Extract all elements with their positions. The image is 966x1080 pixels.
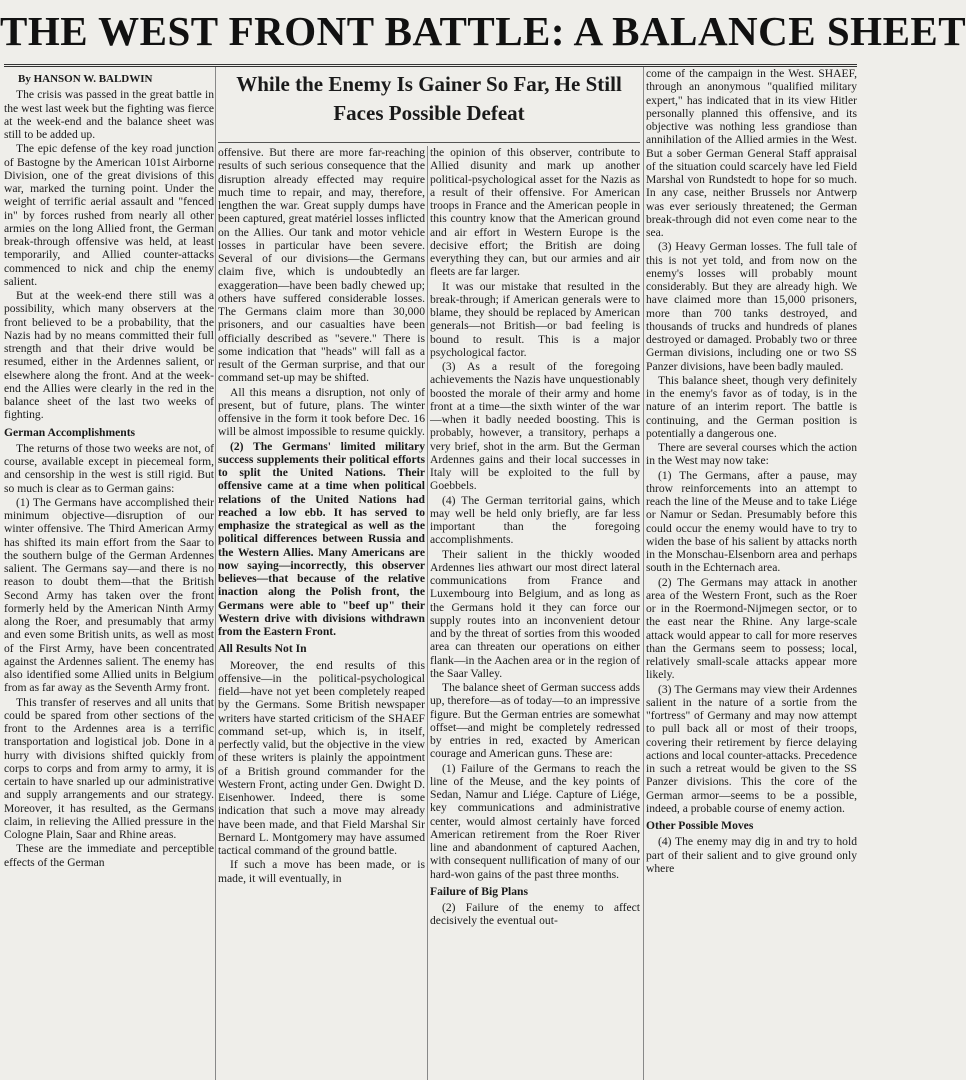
section-heading: Other Possible Moves xyxy=(646,819,754,832)
column-divider xyxy=(643,67,644,1080)
section-heading: German Accomplishments xyxy=(4,425,136,439)
article-column-4 xyxy=(646,67,857,1080)
paragraph: (2) The Germans' limited military success supplements their political efforts to split the United Nations. Their offensive came at a time when political relations of the United Nations had reached a low ebb. It has served to emphasize the strategical as well as the political differences between Russia and the Western Allies. Many Americans are now saying—incorrectly, this observer believes—that because of the relative inaction along the Polish front, the Germans were able to "beef up" their Western drive with divisions withdrawn from the Eastern Front. xyxy=(218,439,425,638)
paragraph: Their salient in the thickly wooded Ardennes lies athwart our most direct lateral communications from France and Luxembourg into Belgium, and as long as the Germans hold it they can force our supply routes into an inconvenient detour and by the threat of sorties from this wooded area can threaten our operations on either flank—in the Aachen area or in the region of the Saar Valley. xyxy=(430,547,640,680)
paragraph: offensive. But there are more far-reaching results of such serious consequence that the disruption already effected may require much time to repair, and may, therefore, lengthen the war. Great supply dumps have been captured, great matériel losses inflicted on the Allies. Our tank and motor vehicle losses in particular have been severe. Several of our divisions—the Germans claim five, which is undoubtedly an exaggeration—have been badly chewed up; others have suffered considerable losses. The Germans claim more than 30,000 prisoners, and our casualties have been officially described as "severe." There is some indication that "heads" will fall as a result of the German surprise, and that our command set-up may be shifted. xyxy=(218,146,425,385)
paragraph: (2) Failure of the enemy to affect decisively the eventual out- xyxy=(430,901,640,928)
headline-rule xyxy=(4,64,857,65)
byline: By HANSON W. BALDWIN xyxy=(18,73,153,85)
paragraph: (3) As a result of the foregoing achievements the Nazis have unquestionably boosted the morale of their army and home front at a time—the sixth winter of the war—when it badly needed boosting. This is probably, however, a transitory, perhaps a very brief, shot in the arm. But the German Ardennes gains and their local successes in Italy will be exploited to the full by Goebbels. xyxy=(430,360,640,493)
paragraph: (1) The Germans, after a pause, may throw reinforcements into an attempt to reach the line of the Meuse and to take Liége or Namur or Sedan. Presumably before this could occur the enemy would have to try to widen the base of his salient by attacks north in the Monschau-Elsenborn area and perhaps south in the Echternach area. xyxy=(646,468,857,575)
paragraph: This transfer of reserves and all units that could be spared from other sections of the front to the Ardennes area is a terrific transportation and logistical job. Done in a hurry with divisions shifted quickly from corps to corps and from army to army, it is certain to have snarled up our administrative and supply arrangements and our strategy. Moreover, it has resulted, as the Germans claim, in relieving the Allied pressure in the Cologne Plain, Saar and Rhine areas. xyxy=(4,695,214,841)
headline: THE WEST FRONT BATTLE: A BALANCE SHEET xyxy=(0,8,966,54)
paragraph: (2) The Germans may attack in another area of the Western Front, such as the Roer or in the Roermond-Nijmegen sector, or to the east near the Rhine. Any large-scale attack would appear to call for more reserves than the Germans seem to possess; local, relatively small-scale attacks appear more likely. xyxy=(646,575,857,682)
paragraph: These are the immediate and perceptible effects of the German xyxy=(4,842,214,869)
paragraph: There are several courses which the action in the West may now take: xyxy=(646,441,857,468)
paragraph: All this means a disruption, not only of present, but of future, plans. The winter offensive in the form it took before Dec. 16 will be almost impossible to resume quickly. xyxy=(218,385,425,439)
paragraph: The returns of those two weeks are not, of course, available except in piecemeal form, and censorship in the west is still rigid. But so much is clear as to German gains: xyxy=(4,441,214,495)
paragraph: If such a move has been made, or is made, it will eventually, in xyxy=(218,858,425,885)
article-column-1 xyxy=(4,67,214,1080)
paragraph: It was our mistake that resulted in the break-through; if American generals were to blame, they should be replaced by American generals—not British—or bad feeling is bound to result. This is a major psychological factor. xyxy=(430,279,640,359)
subheadline: While the Enemy Is Gainer So Far, He Still Faces Possible Defeat xyxy=(218,70,640,143)
column-divider xyxy=(215,67,216,1080)
paragraph: The epic defense of the key road junction of Bastogne by the American 101st Airborne Division, one of the great divisions of this war, marked the turning point. Under the weight of terrific aerial assault and "fenced in" by forces rushed from nearly all other armies on the long Allied front, the German break-through offensive was held, at least temporarily, and Allied counter-attacks commenced to nick and chip the enemy salient. xyxy=(4,142,214,288)
paragraph: (1) Failure of the Germans to reach the line of the Meuse, and the key points of Sedan, Namur and Liége. Capture of Liége, key communications and administrative center, would almost certainly have forced American retirement from the Roer River line and abandonment of captured Aachen, with consequent nullification of many of our hard-won gains of the past three months. xyxy=(430,761,640,881)
paragraph: (1) The Germans have accomplished their minimum objective—disruption of our winter offensive. The Third American Army has shifted its main effort from the Saar to the southern bulge of the German Ardennes salient. The Germans say—and there is no reason to doubt them—that the British Second Army has taken over the front formerly held by the American Ninth Army along the Roer, and presumably that army and even some British units, as well as most of the First Army, have been concentrated against the Ardennes salient. The enemy has also identified some Allied units in Belgium from as far away as the Seventh Army front. xyxy=(4,495,214,695)
section-heading: All Results Not In xyxy=(218,642,307,656)
paragraph: come of the campaign in the West. SHAEF, through an anonymous "qualified military expert," has indicated that in its view Hitler personally planned this offensive, and its objective was nothing less grandiose than annihilation of the Allied armies in the West. But a sober German General Staff appraisal of the situation could scarcely have led Field Marshal von Rundstedt to hope for so much. In any case, neither Brussels nor Antwerp was ever seriously threatened; the German break-through did not even come near to the sea. xyxy=(646,67,857,239)
paragraph: Moreover, the end results of this offensive—in the political-psychological field—have not yet been completely reaped by the Germans. Some British newspaper writers have started criticism of the SHAEF command set-up, which is, in itself, perfectly valid, but the objective in the view of these writers is plainly the appointment of a British ground commander for the Western Front, acting under Gen. Dwight D. Eisenhower. Indeed, there is some indication that such a move may already have been made, and that Field Marshal Sir Bernard L. Montgomery may have assumed tactical command of the ground battle. xyxy=(218,658,425,857)
paragraph: The crisis was passed in the great battle in the west last week but the fighting was fierce at the week-end and the balance sheet was still to be added up. xyxy=(4,88,214,141)
paragraph: (4) The enemy may dig in and try to hold part of their salient and to give ground only where xyxy=(646,835,857,875)
paragraph: the opinion of this observer, contribute to Allied disunity and mark up another political-psychological asset for the Nazis as a result of their offensive. For American troops in France and the American people in this country know that the American ground and air effort in Western Europe is the decisive effort; the British are doing everything they can, but our armies and air fleets are far larger. xyxy=(430,146,640,279)
paragraph: (3) The Germans may view their Ardennes salient in the nature of a sortie from the "fortress" of Germany and may now attempt to pull back all or most of their troops, covering their retirement by fierce delaying actions and local counter-attacks. Precedence in such a retreat would be given to the SS Panzer divisions. This the core of the German armor—seems to be a possible, indeed, a probable course of enemy action. xyxy=(646,682,857,815)
paragraph: (3) Heavy German losses. The full tale of this is not yet told, and from now on the enemy's losses will probably mount considerably. But they are already high. We have claimed more than 15,000 prisoners, more than 700 tanks destroyed, and thousands of trucks and hundreds of planes destroyed or damaged. Probably two or three German divisions, including one or two SS Panzer divisions, have been badly mauled. xyxy=(646,240,857,373)
column-divider xyxy=(427,146,428,1080)
section-heading: Failure of Big Plans xyxy=(430,884,529,898)
article-column-2 xyxy=(218,146,425,1080)
paragraph: But at the week-end there still was a possibility, which many observers at the front believed to be a probability, that the Nazis had by no means committed their full strength and that their drive would be resumed, either in the Ardennes salient, or elsewhere along the front. And at the week-end the Allies were clearly in the red in the balance sheet of the last two weeks of fighting. xyxy=(4,289,214,422)
paragraph: (4) The German territorial gains, which may well be held only briefly, are far less important than the foregoing accomplishments. xyxy=(430,493,640,547)
paragraph: This balance sheet, though very definitely in the enemy's favor as of today, is in the nature of an interim report. The battle is continuing, and the German position is potentially a dangerous one. xyxy=(646,373,857,440)
article-column-3 xyxy=(430,146,640,1080)
paragraph: The balance sheet of German success adds up, therefore—as of today—to an impressive figure. But the German entries are somewhat offset—and might be completely redressed by entries in red, exacted by American courage and American guns. These are: xyxy=(430,681,640,761)
